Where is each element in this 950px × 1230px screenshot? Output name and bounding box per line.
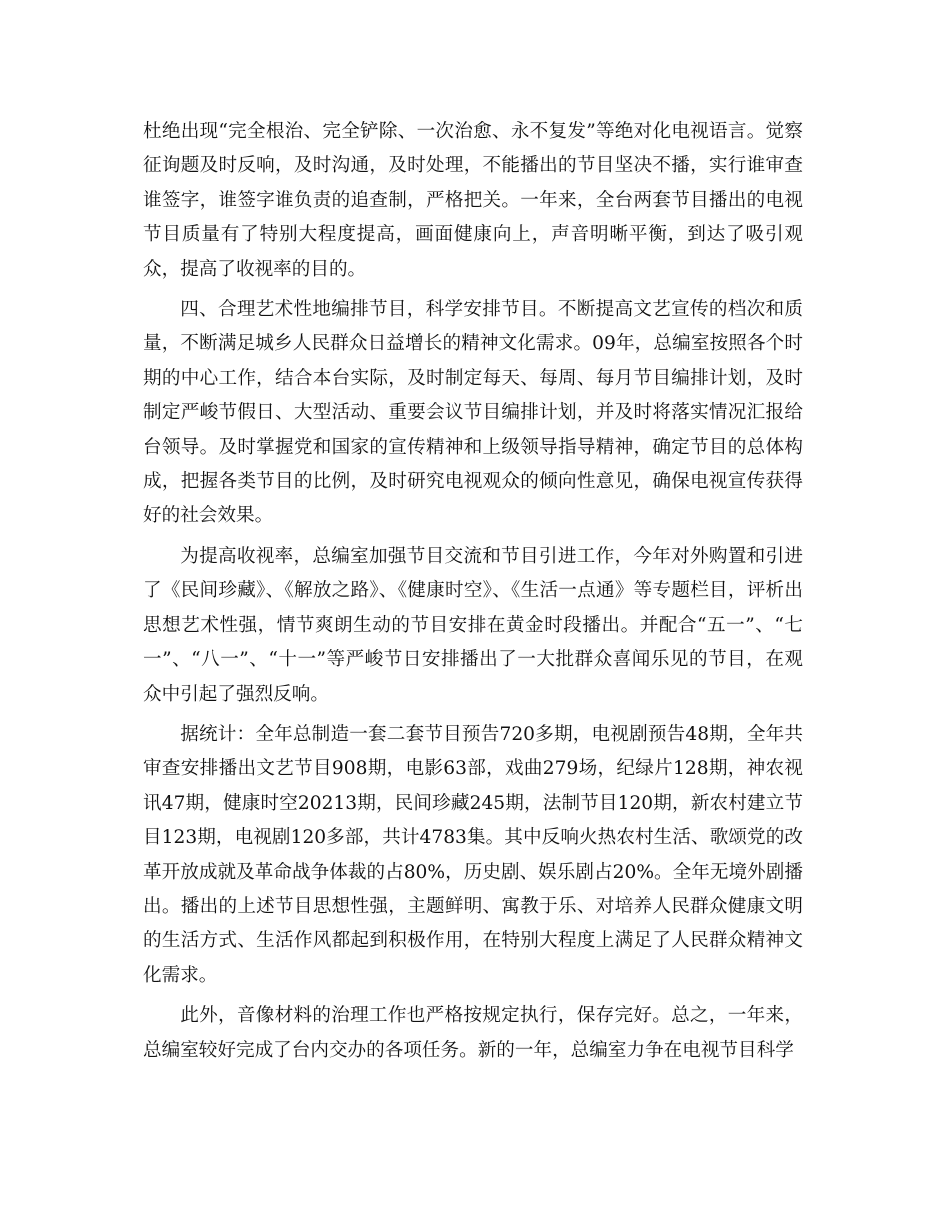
- paragraph-2: 四、合理艺术性地编排节目，科学安排节目。不断提高文艺宣传的档次和质量，不断满足城乡人民群众日益增长的精神文化需求。09年，总编室按照各个时期的中心工作，结合本台实际，及时制定每天、每周、每月节目编排计划，及时制定严峻节假日、大型活动、重要会议节目编排计划，并及时将落实情况汇报给台领导。及时掌握党和国家的宣传精神和上级领导指导精神，确定节目的总体构成，把握各类节目的比例，及时研究电视观众的倾向性意见，确保电视宣传获得好的社会效果。: [143, 299, 803, 527]
- paragraph-1: 杜绝出现“完全根治、完全铲除、一次治愈、永不复发”等绝对化电视语言。觉察征询题及时反响，及时沟通，及时处理，不能播出的节目坚决不播，实行谁审查谁签字，谁签字谁负责的追查制，严格把关。一年来，全台两套节目播出的电视节目质量有了特别大程度提高，画面健康向上，声音明晰平衡，到达了吸引观众，提高了收视率的目的。: [143, 121, 803, 280]
- paragraph-3: 为提高收视率，总编室加强节目交流和节目引进工作，今年对外购置和引进了《民间珍藏》、《解放之路》、《健康时空》、《生活一点通》等专题栏目，评析出思想艺术性强，情节爽朗生动的节目安排在黄金时段播出。并配合“五一”、“七一”、“八一”、“十一”等严峻节日安排播出了一大批群众喜闻乐见的节目，在观众中引起了强烈反响。: [143, 545, 803, 705]
- paragraph-5: 此外，音像材料的治理工作也严格按规定执行，保存完好。总之，一年来，总编室较好完成了台内交办的各项任务。新的一年，总编室力争在电视节目科学: [143, 1005, 803, 1061]
- document-body: [143, 115, 803, 1074]
- paragraph-4: 据统计：全年总制造一套二套节目预告720多期，电视剧预告48期，全年共审查安排播出文艺节目908期，电影63部，戏曲279场，纪绿片128期，神农视讯47期，健康时空20213期，民间珍藏245期，法制节目120期，新农村建立节目123期，电视剧120多部，共计4783集。其中反响火热农村生活、歌颂党的改革开放成就及革命战争体裁的占80%，历史剧、娱乐剧占20%。全年无境外剧播出。播出的上述节目思想性强，主题鲜明、寓教于乐、对培养人民群众健康文明的生活方式、生活作风都起到积极作用，在特别大程度上满足了人民群众精神文化需求。: [143, 723, 803, 986]
